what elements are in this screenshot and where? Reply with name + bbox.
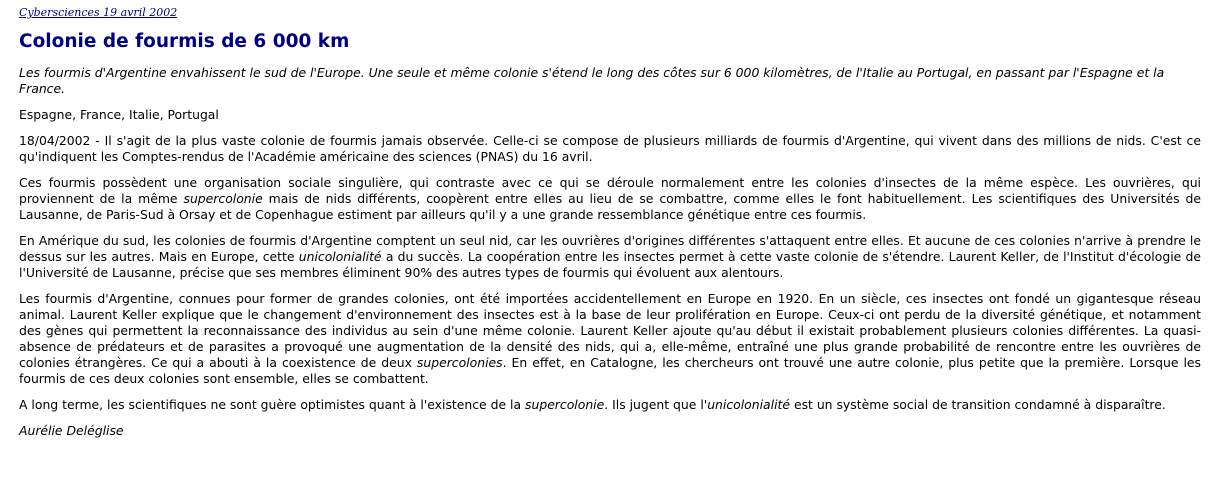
emphasis-term: supercolonie xyxy=(183,191,263,206)
article-paragraph-3 xyxy=(19,233,1201,281)
paragraph-text: Ces fourmis possèdent une organisation sociale singulière, qui contraste avec ce qui se déroule normalement entre les colonies d'insectes de la même espèce. Les ouvrières, qui proviennent de la même xyxy=(19,175,1201,206)
emphasis-term: unicolonialité xyxy=(298,249,382,264)
paragraph-text: . En effet, en Catalogne, les chercheurs ont trouvé une autre colonie, plus petite que la première. Lorsque les fourmis de ces deux colonies sont ensemble, elles se combattent. xyxy=(19,355,1201,386)
article-paragraph-5 xyxy=(19,397,1201,413)
article-author: Aurélie Deléglise xyxy=(19,423,124,438)
emphasis-term: supercolonies xyxy=(416,355,503,370)
emphasis-term: supercolonie xyxy=(525,397,605,412)
article-paragraph-1: 18/04/2002 - Il s'agit de la plus vaste colonie de fourmis jamais observée. Celle-ci se compose de plusieurs milliards de fourmis d'Argentine, qui vivent dans des millions de nids. C'est ce qu'indiquent les Comptes-rendus de l'Académie américaine des sciences (PNAS) du 16 avril. xyxy=(19,133,1201,164)
emphasis-term: unicolonialité xyxy=(707,397,791,412)
paragraph-text: A long terme, les scientifiques ne sont guère optimistes quant à l'existence de la xyxy=(19,397,526,412)
article-countries: Espagne, France, Italie, Portugal xyxy=(19,107,219,122)
article-title: Colonie de fourmis de 6 000 km xyxy=(19,31,350,52)
paragraph-text: Les fourmis d'Argentine, connues pour former de grandes colonies, ont été importées accidentellement en Europe en 1920. En un siècle, ces insectes ont fondé un gigantesque réseau animal. Laurent Keller explique que le changement d'environnement des insectes est à la base de leur prolifération en Europe. Ceux-ci ont perdu de la diversité génétique, et notamment des gènes qui permettent la reconnaissance des individus au sein d'une même colonie. Laurent Keller ajoute qu'au début il existait probablement plusieurs colonies différentes. La quasi-absence de prédateurs et de parasites a provoqué une augmentation de la densité des nids, qui a, elle-même, entraîné une plus grande probabilité de rencontre entre les ouvrières de colonies étrangères. Ce qui a abouti à la coexistence de deux xyxy=(19,291,1201,370)
source-link[interactable]: Cybersciences 19 avril 2002 xyxy=(19,6,178,19)
paragraph-text: a du succès. La coopération entre les insectes permet à cette vaste colonie de s'étendre. Laurent Keller, de l'Institut d'écologie de l'Université de Lausanne, précise que ses membres éliminent 90% des autres types de fourmis qui évoluent aux alentours. xyxy=(19,249,1201,280)
paragraph-text: . Ils jugent que l' xyxy=(604,397,708,412)
article-paragraph-4 xyxy=(19,291,1201,387)
article-paragraph-2 xyxy=(19,175,1201,223)
paragraph-text: est un système social de transition condamné à disparaître. xyxy=(790,397,1166,412)
article-lead: Les fourmis d'Argentine envahissent le sud de l'Europe. Une seule et même colonie s'étend le long des côtes sur 6 000 kilomètres, de l'Italie au Portugal, en passant par l'Espagne et la France. xyxy=(19,65,1165,96)
paragraph-text: En Amérique du sud, les colonies de fourmis d'Argentine comptent un seul nid, car les ouvrières d'origines différentes s'attaquent entre elles. Et aucune de ces colonies n'arrive à prendre le dessus sur les autres. Mais en Europe, cette xyxy=(19,233,1201,264)
paragraph-text: mais de nids différents, coopèrent entre elles au lieu de se combattre, comme elles le font habituellement. Les scientifiques des Universités de Lausanne, de Paris-Sud à Orsay et de Copenhague estiment par ailleurs qu'il y a une grande ressemblance génétique entre ces fourmis. xyxy=(19,191,1201,222)
